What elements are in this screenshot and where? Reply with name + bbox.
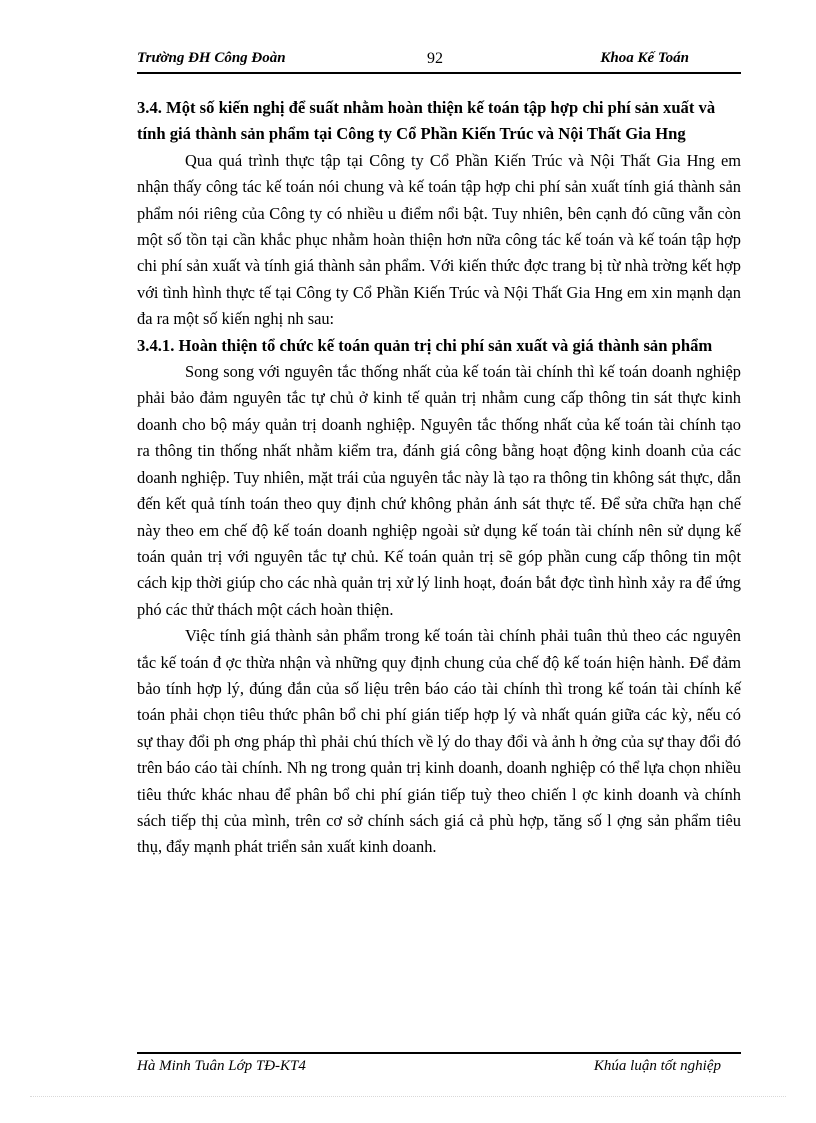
footer-rule xyxy=(137,1052,741,1054)
footer-document-type: Khúa luận tốt nghiệp xyxy=(593,1058,721,1074)
header-faculty: Khoa Kế Toán xyxy=(600,50,689,66)
body-paragraph-1: Song song với nguyên tắc thống nhất của kế toán tài chính thì kế toán doanh nghiệp phải bảo đảm nguyên tắc tự chủ ở kinh tế quản trị nhằm cung cấp thông tin sát thực kinh doanh cho bộ máy quản trị doanh nghiệp. Nguyên tắc thống nhất của kế toán tài chính tạo ra thông tin thống nhất nhằm kiểm tra, đánh giá công bằng hoạt động kinh doanh của các doanh nghiệp. Tuy nhiên, mặt trái của nguyên tắc này là tạo ra thông tin không sát thực, dẫn đến kết quả tính toán theo quy định chứ không phản ánh sát thực tế. Để sửa chữa hạn chế này theo em chế độ kế toán doanh nghiệp ngoài sử dụng kế toán tài chính nên sử dụng kế toán quản trị với nguyên tắc tự chủ. Kế toán quản trị sẽ góp phần cung cấp thông tin một cách kịp thời giúp cho các nhà quản trị xử lý linh hoạt, đoán bắt đợc tình hình xảy ra để ứng phó các thử thách một cách hoàn thiện. xyxy=(137,362,741,619)
header-page-number: 92 xyxy=(427,50,443,67)
subsection-heading: 3.4.1. Hoàn thiện tổ chức kế toán quản trị chi phí sản xuất và giá thành sản phẩm xyxy=(137,335,713,355)
section-heading: 3.4. Một số kiến nghị để suất nhằm hoàn thiện kế toán tập hợp chi phí sản xuất và tính giá thành sản phẩm tại Công ty Cổ Phần Kiến Trúc và Nội Thất Gia Hng xyxy=(137,98,716,144)
page-content xyxy=(137,95,741,861)
page-header xyxy=(137,46,741,74)
footer-author: Hà Minh Tuân Lớp TĐ-KT4 xyxy=(137,1058,306,1074)
page-edge-divider xyxy=(30,1096,786,1097)
body-paragraph-2: Việc tính giá thành sản phẩm trong kế toán tài chính phải tuân thủ theo các nguyên tắc kế toán đ ợc thừa nhận và những quy định chung của chế độ kế toán hiện hành. Để đảm bảo tính hợp lý, đúng đắn của số liệu trên báo cáo tài chính thì trong kế toán tài chính kế toán phải chọn tiêu thức phân bổ chi phí gián tiếp hợp lý và nhất quán giữa các kỳ, nếu có sự thay đổi ph ơng pháp thì phải chú thích về lý do thay đổi và ảnh h ởng của sự thay đổi đó trên báo cáo tài chính. Nh ng trong quản trị kinh doanh, doanh nghiệp có thể lựa chọn nhiều tiêu thức khác nhau để phân bổ chi phí gián tiếp tuỳ theo chiến l ợc kinh doanh và chính sách tiếp thị của mình, trên cơ sở chính sách giá cả phù hợp, tăng số l ợng sản phẩm tiêu thụ, đẩy mạnh phát triển sản xuất kinh doanh. xyxy=(137,626,741,857)
intro-paragraph: Qua quá trình thực tập tại Công ty Cổ Phần Kiến Trúc và Nội Thất Gia Hng em nhận thấy công tác kế toán nói chung và kế toán tập hợp chi phí sản xuất tính giá thành sản phẩm nói riêng của Công ty có nhiều u điểm nổi bật. Tuy nhiên, bên cạnh đó cũng vẫn còn một số tồn tại cần khắc phục nhằm hoàn thiện hơn nữa công tác kế toán và kế toán tập hợp chi phí sản xuất và tính giá thành sản phẩm. Với kiến thức đợc trang bị từ nhà trờng kết hợp với tình hình thực tế tại Công ty Cổ Phần Kiến Trúc và Nội Thất Gia Hng em xin mạnh dạn đa ra một số kiến nghị nh sau: xyxy=(137,150,741,329)
header-school: Trường ĐH Công Đoàn xyxy=(137,50,286,66)
